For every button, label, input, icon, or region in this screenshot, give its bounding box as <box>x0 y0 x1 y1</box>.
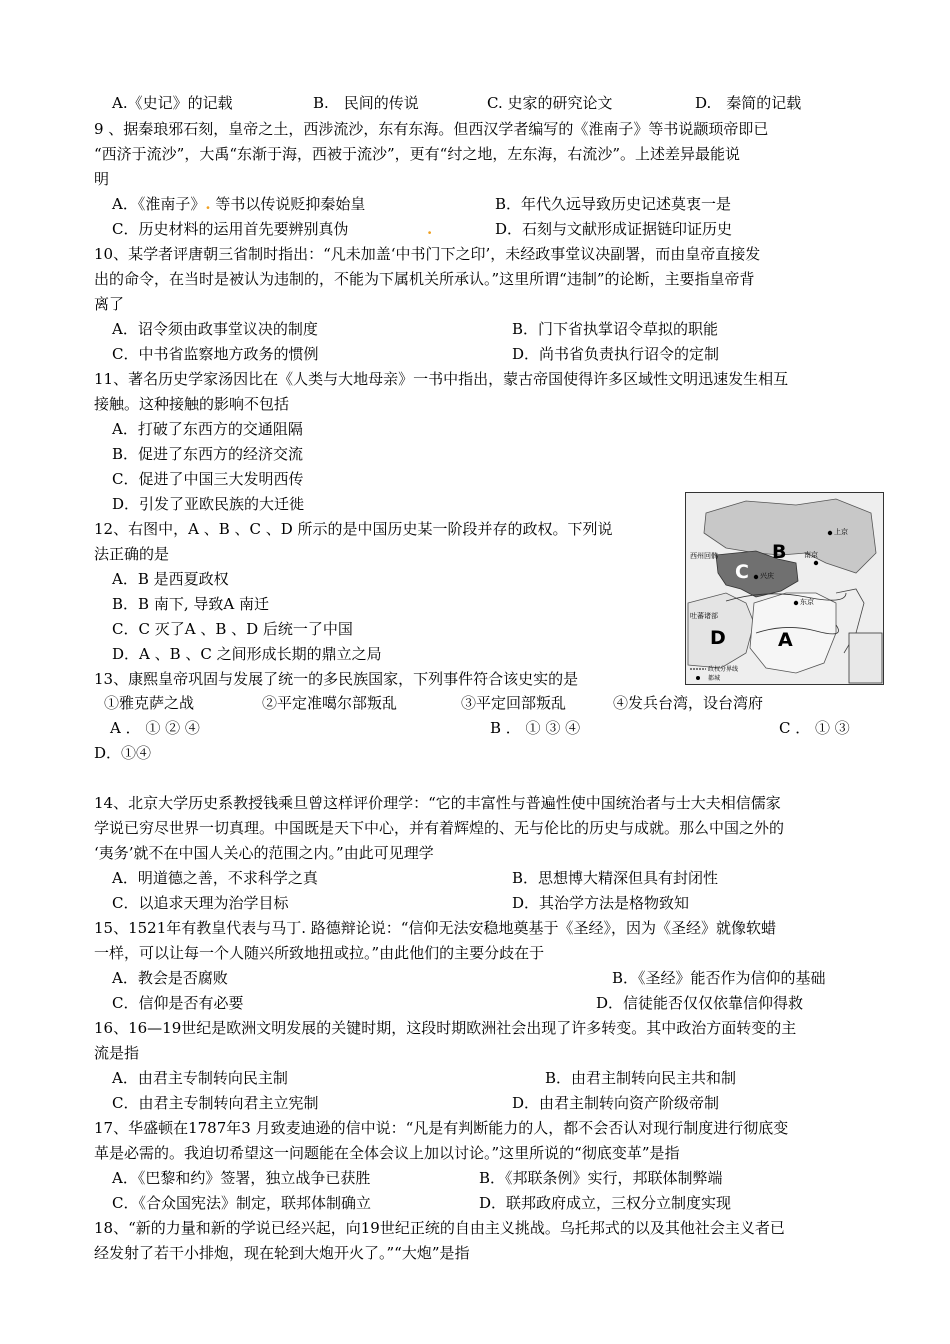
q17-option-b: B．《邦联条例》实行，邦联体制弊端 <box>479 1169 723 1187</box>
q9-option-a-label: A．《淮南子》 <box>112 195 206 213</box>
q13-item-2: ②平定准噶尔部叛乱 <box>262 694 398 712</box>
q13-item-3: ③平定回部叛乱 <box>461 694 567 712</box>
map-label-nanjing: 南京 <box>804 551 818 559</box>
q12-option-d: D．A 、B 、C 之间形成长期的鼎立之局 <box>112 645 382 663</box>
q12-option-c: C．C 灭了A 、B 、D 后统一了中国 <box>112 620 353 638</box>
historical-map <box>685 492 884 685</box>
q9-option-a-rest: 等书以传说贬抑秦始皇 <box>215 195 366 213</box>
q14-option-d: D．其治学方法是格物致知 <box>512 894 690 912</box>
q10-stem-line1: 10、某学者评唐朝三省制时指出：“凡未加盖‘中书门下之印’，未经政事堂议决副署，而由皇帝直接发 <box>94 245 761 263</box>
q18-stem-line1: 18、“新的力量和新的学说已经兴起，向19世纪正统的自由主义挑战。乌托邦式的以及其他社会主义者已 <box>94 1219 785 1237</box>
q9-option-d: D．石刻与文献形成证据链印证历史 <box>495 220 733 238</box>
map-legend-border: 政权分界线 <box>708 666 739 673</box>
q14-option-b: B．思想博大精深但具有封闭性 <box>512 869 719 887</box>
map-label-west-region: 西州回鹘 <box>690 552 718 560</box>
map-label-c: C <box>735 561 749 583</box>
q11-stem-line2: 接触。这种接触的影响不包括 <box>94 395 290 413</box>
q17-option-d: D．联邦政府成立，三权分立制度实现 <box>479 1194 732 1212</box>
map-label-tubo: 吐蕃诸部 <box>690 612 718 620</box>
map-label-b: B <box>772 541 787 563</box>
mark-dot: . <box>427 220 433 238</box>
q12-option-b: B．B 南下, 导致A 南迁 <box>112 595 269 613</box>
q13-option-c: C ． ① ③ <box>779 719 850 737</box>
q16-option-d: D．由君主制转向资产阶级帝制 <box>512 1094 720 1112</box>
q9-stem-line3: 明 <box>94 170 110 188</box>
q15-option-c: C．信仰是否有必要 <box>112 994 244 1012</box>
map-graphic <box>686 493 883 684</box>
q8-option-c: C. 史家的研究论文 <box>487 94 613 112</box>
q14-option-c: C．以追求天理为治学目标 <box>112 894 289 912</box>
q10-option-a: A．诏令须由政事堂议决的制度 <box>112 320 318 338</box>
q11-stem-line1: 11、著名历史学家汤因比在《人类与大地母亲》一书中指出，蒙古帝国使得许多区域性文明迅速发生相互 <box>94 370 789 388</box>
q12-stem-line2: 法正确的是 <box>94 545 170 563</box>
q8-option-d: D. 秦简的记载 <box>695 94 802 112</box>
q14-stem-line1: 14、北京大学历史系教授钱乘旦曾这样评价理学：“它的丰富性与普遍性使中国统治者与士大夫相信儒家 <box>94 794 781 812</box>
q10-option-d: D．尚书省负责执行诏令的定制 <box>512 345 720 363</box>
q10-option-b: B．门下省执掌诏令草拟的职能 <box>512 320 719 338</box>
q17-option-c: C．《合众国宪法》制定，联邦体制确立 <box>112 1194 371 1212</box>
mark-dot: . <box>205 195 211 213</box>
q16-stem-line2: 流是指 <box>94 1044 140 1062</box>
q15-option-d: D．信徒能否仅仅依靠信仰得救 <box>596 994 804 1012</box>
q9-stem-line2: “西济于流沙”，大禹“东渐于海，西被于流沙”，更有“纣之地，左东海，右流沙”。上述差异最能说 <box>94 145 741 163</box>
map-label-xingqing: 兴庆 <box>760 572 774 580</box>
q15-option-a: A．教会是否腐败 <box>112 969 228 987</box>
q11-option-b: B．促进了东西方的经济交流 <box>112 445 304 463</box>
q15-stem-line2: 一样，可以让每一个人随兴所致地扭或拉。”由此他们的主要分歧在于 <box>94 944 545 962</box>
q9-option-a <box>112 193 365 215</box>
q11-option-c: C．促进了中国三大发明西传 <box>112 470 304 488</box>
q13-option-a: A ． ① ② ④ <box>110 719 200 737</box>
q18-stem-line2: 经发射了若干小排炮，现在轮到大炮开火了。”“大炮”是指 <box>94 1244 470 1262</box>
q11-option-a: A．打破了东西方的交通阻隔 <box>112 420 303 438</box>
q14-stem-line2: 学说已穷尽世界一切真理。中国既是天下中心，并有着辉煌的、无与伦比的历史与成就。那么中国之外的 <box>94 819 785 837</box>
q8-option-b: B. 民间的传说 <box>313 94 419 112</box>
q14-option-a: A．明道德之善，不求科学之真 <box>112 869 318 887</box>
q13-option-d: D．①④ <box>94 744 152 762</box>
q17-stem-line2: 革是必需的。我迫切希望这一问题能在全体会议上加以讨论。”这里所说的“彻底变革”是指 <box>94 1144 680 1162</box>
q11-option-d: D．引发了亚欧民族的大迁徙 <box>112 495 305 513</box>
q13-stem-line1: 13、康熙皇帝巩固与发展了统一的多民族国家，下列事件符合该史实的是 <box>94 670 579 688</box>
q12-option-a: A．B 是西夏政权 <box>112 570 229 588</box>
q13-option-b: B ． ① ③ ④ <box>490 719 581 737</box>
map-label-dongjing: 东京 <box>800 598 814 606</box>
q9-stem-line1: 9 、据秦琅邪石刻，皇帝之土，西涉流沙，东有东海。但西汉学者编写的《淮南子》等书说颛顼帝即已 <box>94 120 769 138</box>
q15-option-b: B．《圣经》能否作为信仰的基础 <box>612 969 826 987</box>
q17-option-a: A．《巴黎和约》签署，独立战争已获胜 <box>112 1169 371 1187</box>
map-label-d: D <box>710 627 726 649</box>
q10-option-c: C．中书省监察地方政务的惯例 <box>112 345 319 363</box>
q16-stem-line1: 16、16—19世纪是欧洲文明发展的关键时期，这段时期欧洲社会出现了许多转变。其中政治方面转变的主 <box>94 1019 797 1037</box>
q16-option-c: C．由君主专制转向君主立宪制 <box>112 1094 319 1112</box>
q16-option-b: B．由君主制转向民主共和制 <box>545 1069 737 1087</box>
q8-option-a: A.《史记》的记载 <box>112 94 233 112</box>
q9-option-b: B．年代久远导致历史记述莫衷一是 <box>495 195 732 213</box>
map-label-shangjing: 上京 <box>834 528 848 536</box>
map-legend-capital: 都城 <box>708 675 721 682</box>
map-label-a: A <box>778 629 793 651</box>
q14-stem-line3: ‘夷务’就不在中国人关心的范围之内。”由此可见理学 <box>94 844 434 862</box>
q15-stem-line1: 15、1521年有教皇代表与马丁. 路德辩论说：“信仰无法安稳地奠基于《圣经》，因为《圣经》就像软蜡 <box>94 919 776 937</box>
q9-option-c: C．历史材料的运用首先要辨别真伪 <box>112 220 349 238</box>
q12-stem-line1: 12、右图中，A 、B 、C 、D 所示的是中国历史某一阶段并存的政权。下列说 <box>94 520 613 538</box>
q10-stem-line3: 离了 <box>94 295 125 313</box>
q10-stem-line2: 出的命令，在当时是被认为违制的，不能为下属机关所承认。”这里所谓“违制”的论断，主要指皇帝背 <box>94 270 755 288</box>
q13-item-4: ④发兵台湾，设台湾府 <box>613 694 764 712</box>
q16-option-a: A．由君主专制转向民主制 <box>112 1069 288 1087</box>
q13-item-1: ①雅克萨之战 <box>104 694 195 712</box>
q17-stem-line1: 17、华盛顿在1787年3 月致麦迪逊的信中说：“凡是有判断能力的人，都不会否认对现行制度进行彻底变 <box>94 1119 789 1137</box>
